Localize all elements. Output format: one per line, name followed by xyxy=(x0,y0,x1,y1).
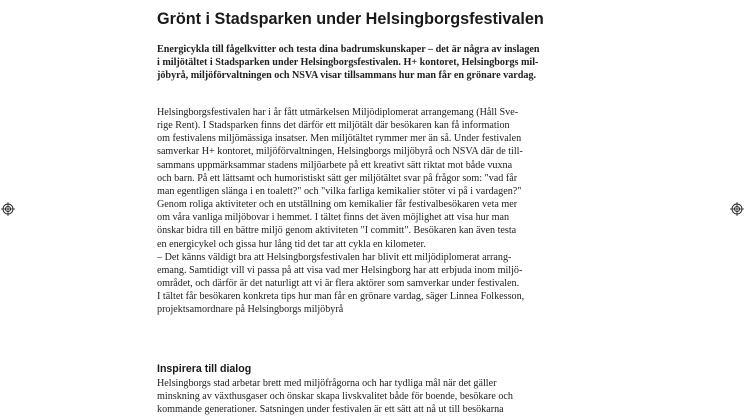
body-line: samverkar H+ kontoret, miljöförvaltningen, Helsingborgs miljöbyrå och NSVA där de till- xyxy=(157,146,523,158)
body-line: – Det känns väldigt bra att Helsingborgsfestivalen har blivit ett miljödiplomerat arrang- xyxy=(157,251,512,263)
article-body xyxy=(157,106,524,317)
body-line: projektsamordnare på Helsingborgs miljöbyrå xyxy=(157,304,344,316)
body-line: sammans uppmärksammar stadens miljöarbete på ett kreativt sätt riktat mot både vuxna xyxy=(157,159,513,171)
lead-line: jöbyrå, miljöförvaltningen och NSVA visar tillsammans hur man får en grönare vardag. xyxy=(157,70,537,82)
section-line: minskning av växthusgaser och önskar skapa livskvalitet både för boende, besökare och xyxy=(157,391,513,403)
registration-mark-icon xyxy=(730,202,744,216)
section-line: kommande generationer. Satsningen under festivalen är ett sätt att nå ut till besökarna xyxy=(157,404,504,416)
body-line: om festivalens miljömässiga insatser. Men miljötältet rymmer mer än så. Under festivalen xyxy=(157,133,522,145)
body-line: Genom roliga aktiviteter och en utställning om kemikalier får festivalbesökaren veta mer xyxy=(157,199,518,211)
lead-line: Energicykla till fågelkvitter och testa dina badrumskunskaper – det är några av inslagen xyxy=(157,44,540,55)
body-line: och barn. På ett lättsamt och humoristiskt sätt ger miljötältet svar på frågor som: "vad får xyxy=(157,172,518,184)
body-line: området, och därför är det naturligt att vi är flera aktörer som samverkar under festivalen. xyxy=(157,278,520,290)
article-lead xyxy=(157,43,540,83)
body-line: man egentligen slänga i en toalett?" och "vilka farliga kemikalier stöter vi på i vardagen?" xyxy=(157,185,522,197)
section-body xyxy=(157,377,513,416)
registration-mark-icon xyxy=(1,202,15,216)
body-line: I tältet får besökaren konkreta tips hur man får en grönare vardag, säger Linnea Folkesson, xyxy=(157,291,525,303)
body-line: rige Rent). I Stadsparken finns det därför ett miljötält där besökaren kan få information xyxy=(157,120,510,132)
body-line: en energicykel och gissa hur lång tid det tar att cykla en kilometer. xyxy=(157,238,426,250)
body-line: önskar bidra till en bättre miljö genom aktiviteten "I committ". Besökaren kan även testa xyxy=(157,225,517,237)
article-title: Grönt i Stadsparken under Helsingborgsfestivalen xyxy=(157,10,544,28)
section-line: Helsingborgs stad arbetar brett med miljöfrågorna och har tydliga mål när det gäller xyxy=(157,378,497,389)
section-heading: Inspirera till dialog xyxy=(157,363,252,375)
body-line: Helsingborgsfestivalen har i år fått utmärkelsen Miljödiplomerat arrangemang (Håll Sve- xyxy=(157,107,519,118)
lead-line: i miljötältet i Stadsparken under Helsingborgsfestivalen. H+ kontoret, Helsingborgs mil- xyxy=(157,57,539,69)
body-line: emang. Samtidigt vill vi passa på att visa vad mer Helsingborg har att erbjuda inom miljö- xyxy=(157,264,523,276)
body-line: om våra vanliga miljöbovar i hemmet. I tältet finns det även möjlighet att visa hur man xyxy=(157,212,510,224)
